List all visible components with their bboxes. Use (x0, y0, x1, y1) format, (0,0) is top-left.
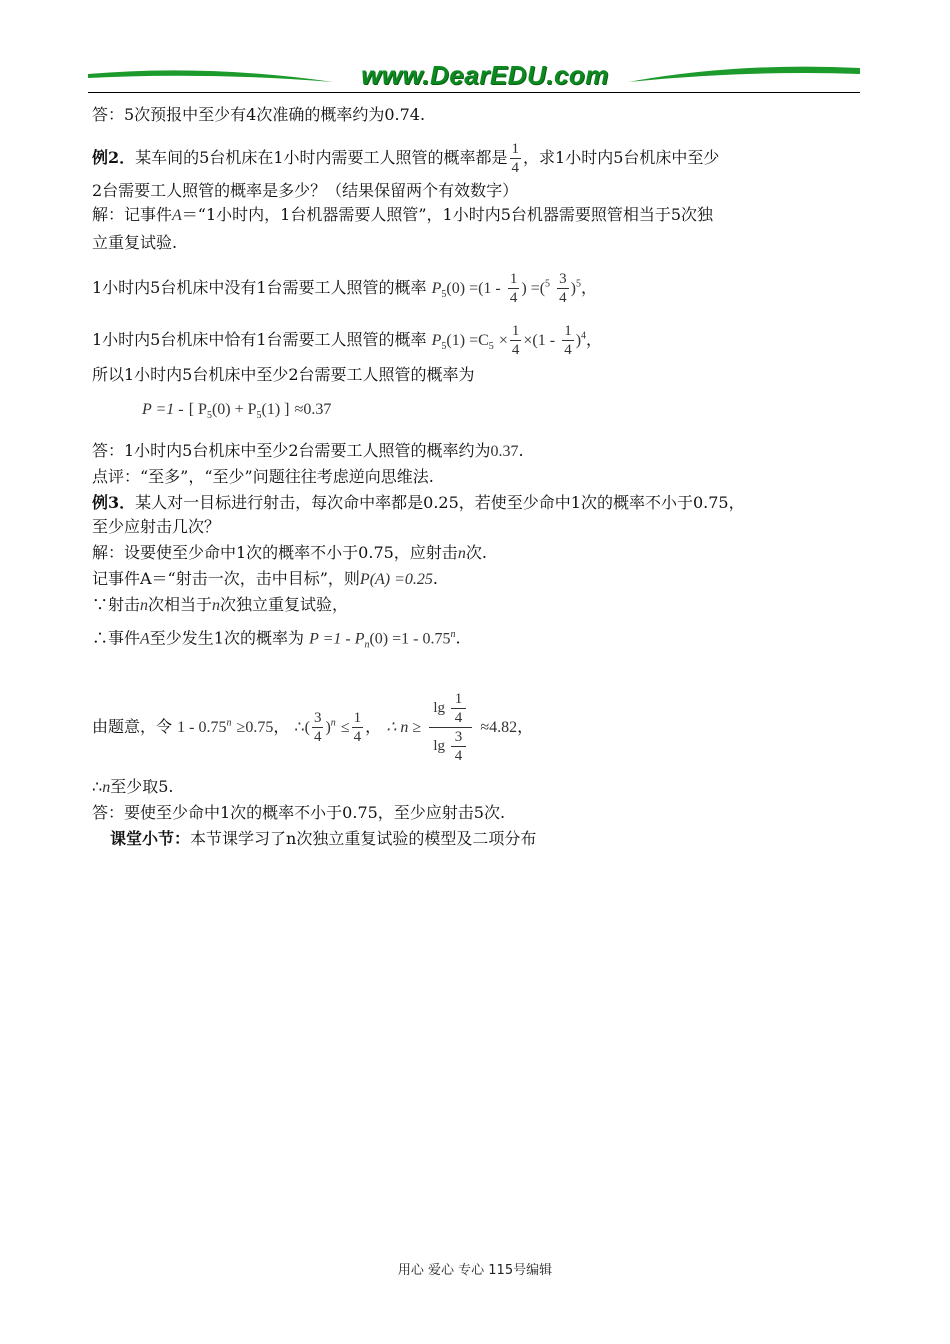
fraction-one-quarter: $\frac{1}{4}$ (511, 141, 520, 176)
solution-3-inequality: 由题意，令 1 - 0.75$^n$ ≥0.75， ∴( $\frac{3}{4}$ )$^n$ ≤ $\frac{1}{4}$ ， ∴ n ≥ lg $\frac{1}{4}$ lg $\frac{3}{4}$ ≈4.82， (92, 691, 534, 764)
site-logo[interactable]: www.DearEDU.com (361, 60, 609, 90)
answer-2: 答：1小时内5台机床中至少2台需要工人照管的概率约为0.37. (92, 441, 524, 460)
example-2-question-cont: 2台需要工人照管的概率是多少？（结果保留两个有效数字） (92, 181, 519, 200)
comment: 点评：“至多”，“至少”问题往往考虑逆向思维法. (92, 467, 434, 486)
header-divider (88, 92, 860, 93)
solution-2-line-1: 解：记事件A＝“1小时内，1台机器需要人照管”，1小时内5台机器需要照管相当于5次独 (92, 205, 714, 224)
log-fraction: lg $\frac{1}{4}$ lg $\frac{3}{4}$ (429, 690, 472, 765)
solution-3-line-2: 记事件A＝“射击一次，击中目标”，则P(A) =0.25. (92, 569, 439, 588)
solution-3-line-1: 解：设要使至少命中1次的概率不小于0.75，应射击n次. (92, 543, 487, 562)
solution-3-line-3: ∵射击n次相当于n次独立重复试验， (92, 595, 349, 614)
formula-p-total: P =1 - [ $P_5(0) + P_5(1)$ ] ≈0.37 (142, 401, 332, 422)
example-3-question-cont: 至少应射击几次？ (92, 517, 221, 536)
site-header-banner (88, 58, 860, 94)
page-footer: 用心 爱心 专心 115号编辑 (397, 1263, 553, 1278)
solution-3-result: ∴n至少取5. (92, 777, 174, 796)
answer-1: 答：5次预报中至少有4次准确的概率约为0.74. (92, 105, 426, 124)
example-3-question: 例3．某人对一目标进行射击，每次命中率都是0.25，若使至少命中1次的概率不小于0.75， (92, 493, 745, 512)
solution-2-p1: 1小时内5台机床中恰有1台需要工人照管的概率 $P_5(1) =C_5$ × $\frac{1}{4}$ ×(1 - $\frac{1}{4}$ )$^4$， (92, 323, 603, 358)
example-label: 例2． (92, 148, 136, 167)
solution-2-conclusion: 所以1小时内5台机床中至少2台需要工人照管的概率为 (92, 365, 475, 384)
example-2-question: 例2．某车间的5台机床在1小时内需要工人照管的概率都是 $\frac{1}{4}$ ，求1小时内5台机床中至少 (92, 141, 720, 176)
solution-2-line-2: 立重复试验. (92, 233, 178, 252)
solution-2-p0: 1小时内5台机床中没有1台需要工人照管的概率 $P_5(0) =(1$ - $\frac{1}{4}$ ) =($^5$ $\frac{3}{4}$ )$^5$， (92, 271, 597, 306)
solution-3-line-4: ∴事件A至少发生1次的概率为 $P =1 - P_n(0) =1 - 0.75^n$. (92, 628, 461, 651)
answer-3: 答：要使至少命中1次的概率不小于0.75，至少应射击5次. (92, 803, 506, 822)
class-summary: 课堂小节：本节课学习了n次独立重复试验的模型及二项分布 (110, 829, 537, 848)
